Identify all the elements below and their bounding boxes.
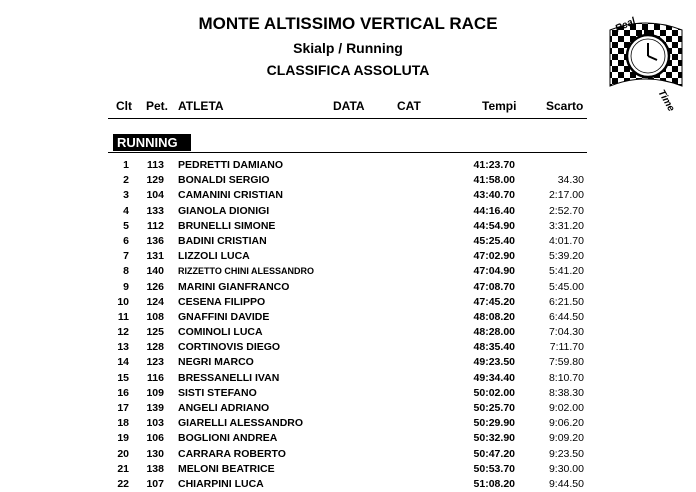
rank-cell: 14 [117, 356, 129, 369]
col-header-date: DATA [333, 99, 365, 113]
athlete-name-cell: CESENA FILIPPO [178, 295, 266, 308]
time-cell: 49:23.50 [473, 356, 515, 369]
header-divider [108, 118, 587, 119]
table-row [0, 416, 696, 431]
athlete-name-cell: COMINOLI LUCA [178, 326, 263, 339]
time-cell: 43:40.70 [473, 189, 515, 202]
bib-cell: 139 [146, 402, 164, 414]
bib-cell: 138 [146, 462, 164, 475]
gap-cell: 7:11.70 [549, 341, 584, 354]
bib-cell: 125 [146, 326, 164, 339]
gap-cell: 6:44.50 [548, 310, 584, 323]
time-cell: 50:32.90 [473, 432, 515, 445]
table-row [0, 340, 696, 355]
gap-cell: 3:31.20 [548, 219, 584, 232]
gap-cell: 5:41.20 [548, 265, 584, 278]
time-cell: 49:34.40 [473, 371, 515, 384]
table-row [0, 431, 696, 446]
bib-cell: 123 [146, 356, 164, 369]
athlete-name-cell: CORTINOVIS DIEGO [178, 341, 281, 354]
table-row [0, 249, 696, 264]
athlete-name-cell: BADINI CRISTIAN [178, 234, 267, 247]
time-cell: 50:47.20 [473, 447, 515, 460]
table-row [0, 401, 696, 416]
table-row [0, 462, 696, 477]
bib-cell: 113 [147, 159, 164, 171]
athlete-name-cell: GIANOLA DIONIGI [178, 204, 270, 217]
bib-cell: 129 [146, 174, 164, 187]
athlete-name-cell: RIZZETTO CHINI ALESSANDRO [178, 266, 315, 277]
col-header-athlete: ATLETA [178, 99, 224, 113]
rank-cell: 22 [117, 477, 129, 490]
bib-cell: 109 [146, 386, 164, 399]
time-cell: 41:58.00 [473, 174, 515, 187]
rank-cell: 2 [123, 174, 129, 187]
bib-cell: 112 [147, 219, 164, 232]
table-row [0, 310, 696, 325]
table-row [0, 280, 696, 295]
gap-cell: 2:17.00 [548, 189, 584, 202]
rank-cell: 7 [123, 250, 129, 263]
athlete-name-cell: CAMANINI CRISTIAN [178, 189, 283, 202]
athlete-name-cell: BRESSANELLI IVAN [178, 371, 280, 384]
gap-cell: 9:09.20 [548, 432, 584, 445]
rank-cell: 15 [117, 371, 129, 384]
rank-cell: 21 [117, 462, 129, 475]
bib-cell: 128 [146, 341, 164, 354]
time-cell: 50:02.00 [473, 386, 515, 399]
results-list [0, 158, 696, 492]
col-header-clt: Clt [116, 99, 132, 113]
rank-cell: 9 [123, 280, 129, 293]
athlete-name-cell: MARINI GIANFRANCO [178, 280, 290, 293]
rank-cell: 12 [117, 326, 129, 339]
gap-cell: 7:04.30 [548, 326, 584, 339]
athlete-name-cell: BRUNELLI SIMONE [178, 219, 276, 232]
bib-cell: 116 [147, 371, 164, 384]
bib-cell: 126 [146, 280, 164, 293]
table-row [0, 219, 696, 234]
table-row [0, 158, 696, 173]
gap-cell: 9:02.00 [548, 402, 584, 414]
gap-cell: 4:01.70 [548, 234, 584, 247]
athlete-name-cell: MELONI BEATRICE [178, 462, 275, 475]
col-header-gap: Scarto [546, 99, 584, 113]
gap-cell: 6:21.50 [548, 295, 584, 308]
col-header-pet: Pet. [146, 99, 169, 113]
gap-cell: 5:45.00 [548, 280, 584, 293]
table-row [0, 355, 696, 370]
athlete-name-cell: SISTI STEFANO [178, 386, 257, 399]
rank-cell: 3 [123, 189, 129, 202]
time-cell: 44:54.90 [473, 219, 515, 232]
time-cell: 51:08.20 [473, 477, 515, 490]
table-row [0, 295, 696, 310]
gap-cell: 9:44.50 [548, 477, 584, 490]
bib-cell: 106 [146, 432, 164, 445]
race-subtitle: Skialp / Running [293, 40, 403, 56]
time-cell: 41:23.70 [473, 159, 515, 171]
time-cell: 50:25.70 [473, 402, 515, 414]
race-title: MONTE ALTISSIMO VERTICAL RACE [198, 14, 498, 33]
bib-cell: 108 [146, 310, 164, 323]
time-cell: 47:02.90 [473, 250, 515, 263]
table-row [0, 371, 696, 386]
section-divider [108, 152, 587, 153]
rank-cell: 8 [123, 265, 129, 278]
table-row [0, 447, 696, 462]
athlete-name-cell: GIARELLI ALESSANDRO [178, 417, 304, 430]
athlete-name-cell: ANGELI ADRIANO [178, 402, 270, 414]
athlete-name-cell: NEGRI MARCO [178, 356, 254, 369]
rank-cell: 18 [117, 417, 129, 430]
athlete-name-cell: PEDRETTI DAMIANO [178, 159, 283, 171]
gap-cell: 34.30 [557, 174, 584, 187]
table-row [0, 188, 696, 203]
bib-cell: 104 [146, 189, 164, 202]
gap-cell: 2:52.70 [548, 204, 584, 217]
col-header-cat: CAT [397, 99, 421, 113]
logo-text-top: Real [613, 15, 638, 35]
rank-cell: 20 [117, 447, 129, 460]
athlete-name-cell: CARRARA ROBERTO [178, 447, 286, 460]
time-cell: 45:25.40 [473, 234, 515, 247]
time-cell: 47:08.70 [473, 280, 515, 293]
col-header-times: Tempi [482, 99, 517, 113]
time-cell: 47:45.20 [473, 295, 515, 308]
time-cell: 44:16.40 [473, 204, 515, 217]
time-cell: 50:29.90 [473, 417, 515, 430]
time-cell: 47:04.90 [473, 265, 515, 278]
table-row [0, 234, 696, 249]
gap-cell: 8:38.30 [548, 386, 584, 399]
stopwatch-checkered-flag-logo [606, 12, 686, 114]
rank-cell: 13 [117, 341, 129, 354]
gap-cell: 9:23.50 [548, 447, 584, 460]
gap-cell: 5:39.20 [548, 250, 584, 263]
bib-cell: 124 [146, 295, 164, 308]
gap-cell: 9:30.00 [548, 462, 584, 475]
rank-cell: 16 [117, 386, 129, 399]
time-cell: 48:28.00 [473, 326, 515, 339]
time-cell: 50:53.70 [473, 462, 515, 475]
rank-cell: 1 [123, 159, 129, 171]
rank-cell: 17 [117, 402, 129, 414]
rank-cell: 4 [123, 204, 129, 217]
athlete-name-cell: BOGLIONI ANDREA [178, 432, 278, 445]
bib-cell: 107 [146, 477, 164, 490]
table-row [0, 386, 696, 401]
bib-cell: 136 [146, 234, 164, 247]
rank-cell: 19 [117, 432, 129, 445]
logo-text-bottom: Time [655, 88, 677, 114]
gap-cell: 8:10.70 [548, 371, 584, 384]
bib-cell: 130 [146, 447, 164, 460]
table-row [0, 204, 696, 219]
gap-cell: 9:06.20 [548, 417, 584, 430]
rank-cell: 6 [123, 234, 129, 247]
athlete-name-cell: LIZZOLI LUCA [178, 250, 250, 263]
table-row [0, 477, 696, 492]
athlete-name-cell: GNAFFINI DAVIDE [178, 310, 270, 323]
table-row [0, 264, 696, 279]
athlete-name-cell: CHIARPINI LUCA [178, 477, 264, 490]
bib-cell: 131 [146, 250, 164, 263]
rank-cell: 10 [117, 295, 129, 308]
athlete-name-cell: BONALDI SERGIO [178, 174, 270, 187]
time-cell: 48:35.40 [473, 341, 515, 354]
time-cell: 48:08.20 [473, 310, 515, 323]
rank-cell: 5 [123, 219, 129, 232]
rank-cell: 11 [117, 310, 129, 323]
bib-cell: 140 [146, 265, 164, 278]
table-row [0, 173, 696, 188]
section-label-running: RUNNING [113, 134, 191, 151]
bib-cell: 103 [146, 417, 164, 430]
bib-cell: 133 [146, 204, 164, 217]
gap-cell: 7:59.80 [548, 356, 584, 369]
ranking-title: CLASSIFICA ASSOLUTA [266, 62, 430, 78]
table-row [0, 325, 696, 340]
